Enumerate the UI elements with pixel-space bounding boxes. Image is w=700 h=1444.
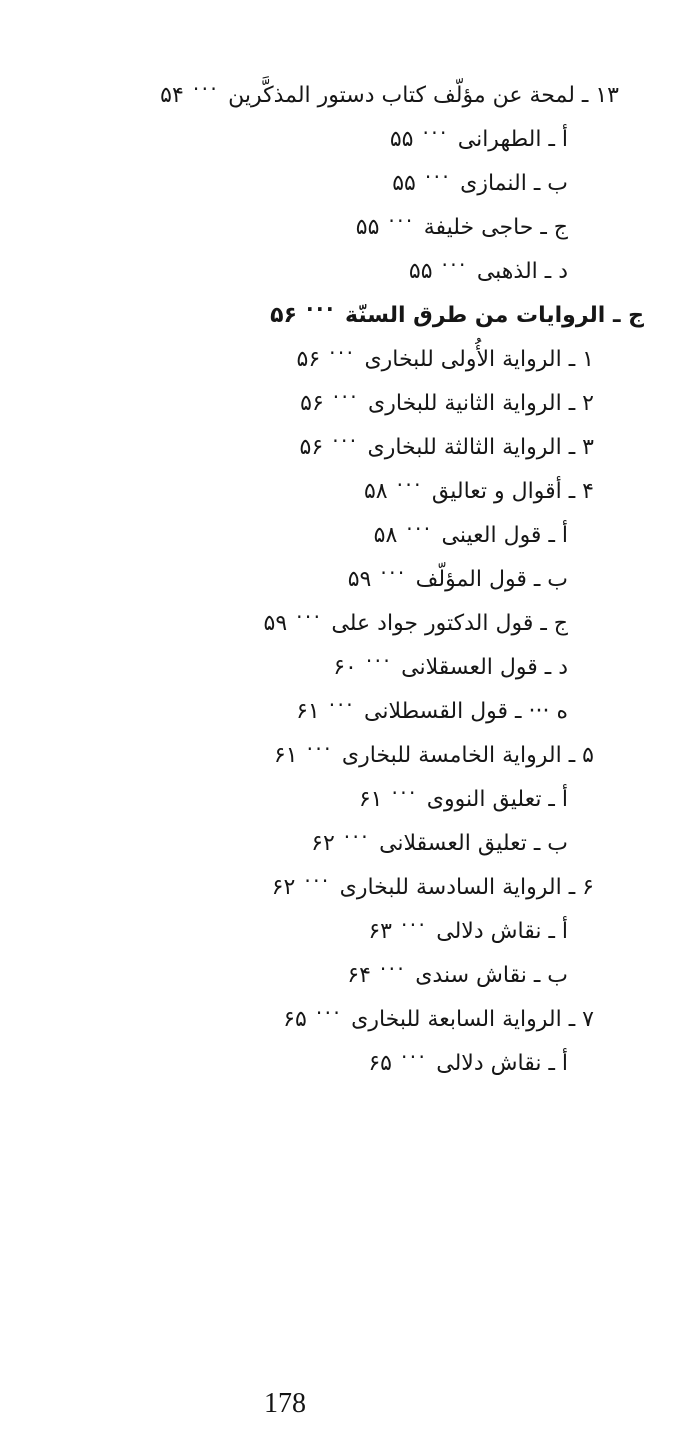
toc-entry	[0, 205, 568, 249]
leader-dots-icon: ···	[315, 1001, 343, 1026]
leader-dots-icon: ···	[406, 517, 433, 542]
leader-dots-icon: ···	[379, 957, 407, 982]
leader-dots-icon: ···	[306, 737, 333, 762]
leader-dots-icon: ···	[400, 1045, 428, 1070]
toc-entry-title: ج ـ الروايات من طرق السنّة	[344, 303, 644, 328]
toc-entry-title: أ ـ نقاش دلالى	[436, 1051, 568, 1076]
toc-entry	[0, 381, 594, 425]
leader-dots-icon: ···	[296, 605, 323, 630]
toc-entry	[0, 953, 568, 997]
toc-entry-page: ۵۵	[408, 259, 433, 284]
toc-entry	[0, 117, 568, 161]
toc-entry-page: ۶۱	[296, 699, 320, 724]
page-number: 178	[264, 1388, 306, 1419]
toc-entry	[0, 645, 568, 689]
toc-entry	[0, 73, 619, 117]
leader-dots-icon: ···	[391, 781, 418, 806]
toc-entry-page: ۶۳	[368, 919, 392, 944]
toc-entry	[0, 513, 568, 557]
toc-entry-page: ۵۹	[347, 567, 372, 592]
toc-entry	[0, 557, 568, 601]
toc-entry-page: ۶۰	[333, 655, 357, 680]
toc-entry-page: ۵۶	[296, 347, 321, 372]
toc-entry	[0, 249, 568, 293]
leader-dots-icon: ···	[332, 429, 359, 454]
toc-entry-title: أ ـ نقاش دلالى	[436, 919, 568, 944]
toc-entry-title: ب ـ النمازى	[460, 171, 568, 196]
toc-entry-page: ۵۵	[389, 127, 414, 152]
toc-entry	[0, 865, 594, 909]
leader-dots-icon: ···	[396, 473, 423, 498]
toc-entry	[0, 293, 644, 337]
toc-entry	[0, 909, 568, 953]
toc-entry-title: ب ـ تعليق العسقلانى	[379, 831, 568, 856]
toc-entry	[0, 777, 568, 821]
toc-entry-page: ۶۱	[273, 743, 298, 768]
toc-entry-title: ۳ ـ الرواية الثالثة للبخارى	[367, 435, 594, 460]
toc-entry-title: ۱ ـ الرواية الأُولى للبخارى	[364, 347, 594, 372]
toc-entry-page: ۵۸	[373, 523, 398, 548]
leader-dots-icon: ···	[328, 693, 355, 718]
toc-entry	[0, 997, 594, 1041]
leader-dots-icon: ···	[441, 253, 468, 278]
toc-entry	[0, 689, 568, 733]
toc-entry-page: ۵۵	[355, 215, 380, 240]
toc-entry-page: ۵۶	[300, 391, 324, 416]
leader-dots-icon: ···	[400, 913, 428, 938]
toc-entry	[0, 1041, 568, 1085]
toc-entry-page: ۶۵	[283, 1007, 307, 1032]
toc-entry-page: ۶۵	[368, 1051, 392, 1076]
toc-entry-title: ۲ ـ الرواية الثانية للبخارى	[368, 391, 594, 416]
toc-entry-page: ۵۶	[270, 303, 297, 328]
leader-dots-icon: ···	[388, 209, 415, 234]
toc-entry	[0, 337, 594, 381]
toc-entry-page: ۶۲	[311, 831, 335, 856]
leader-dots-icon: ···	[192, 77, 220, 102]
toc-entry	[0, 425, 594, 469]
toc-entry-title: أ ـ تعليق النووى	[426, 787, 568, 812]
leader-dots-icon: ···	[305, 297, 336, 322]
leader-dots-icon: ···	[422, 121, 449, 146]
toc-entry-page: ۵۸	[363, 479, 388, 504]
toc-entry	[0, 601, 568, 645]
toc-entry-title: ج ـ حاجى خليفة	[423, 215, 568, 240]
leader-dots-icon: ···	[332, 385, 360, 410]
leader-dots-icon: ···	[343, 825, 371, 850]
leader-dots-icon: ···	[304, 869, 331, 894]
toc-entry	[0, 733, 594, 777]
toc-entry-title: ج ـ قول الدكتور جواد على	[331, 611, 568, 636]
toc-entry-title: ۱۳ ـ لمحة عن مؤلّف كتاب دستور المذكَّرين	[228, 83, 619, 108]
toc-entry-title: د ـ الذهبى	[476, 259, 568, 284]
toc-entry-title: أ ـ الطهرانى	[457, 127, 568, 152]
toc-entry-title: ۷ ـ الرواية السابعة للبخارى	[351, 1007, 594, 1032]
toc-entry-page: ۵۶	[299, 435, 324, 460]
toc-entry-title: أ ـ قول العينى	[441, 523, 568, 548]
leader-dots-icon: ···	[329, 341, 356, 366]
toc-entry-page: ۵۵	[392, 171, 416, 196]
toc-entry-page: ۶۲	[271, 875, 296, 900]
leader-dots-icon: ···	[365, 649, 393, 674]
toc-entry-title: ه ··· ـ قول القسطلانى	[364, 699, 568, 724]
leader-dots-icon: ···	[380, 561, 407, 586]
toc-entry-title: د ـ قول العسقلانى	[401, 655, 568, 680]
toc-entry-title: ب ـ قول المؤلّف	[415, 567, 568, 592]
toc-entry	[0, 469, 594, 513]
toc-entry-page: ۶۴	[347, 963, 371, 988]
toc-entry-title: ۴ ـ أقوال و تعاليق	[431, 479, 594, 504]
leader-dots-icon: ···	[424, 165, 452, 190]
toc-entry-title: ۵ ـ الرواية الخامسة للبخارى	[341, 743, 594, 768]
toc-entry-title: ب ـ نقاش سندى	[415, 963, 568, 988]
toc-entry-title: ۶ ـ الرواية السادسة للبخارى	[339, 875, 594, 900]
toc-entry-page: ۵۹	[263, 611, 288, 636]
toc-entry-page: ۶۱	[358, 787, 383, 812]
toc-entry-page: ۵۴	[160, 83, 184, 108]
toc-entry	[0, 161, 568, 205]
toc-entry	[0, 821, 568, 865]
